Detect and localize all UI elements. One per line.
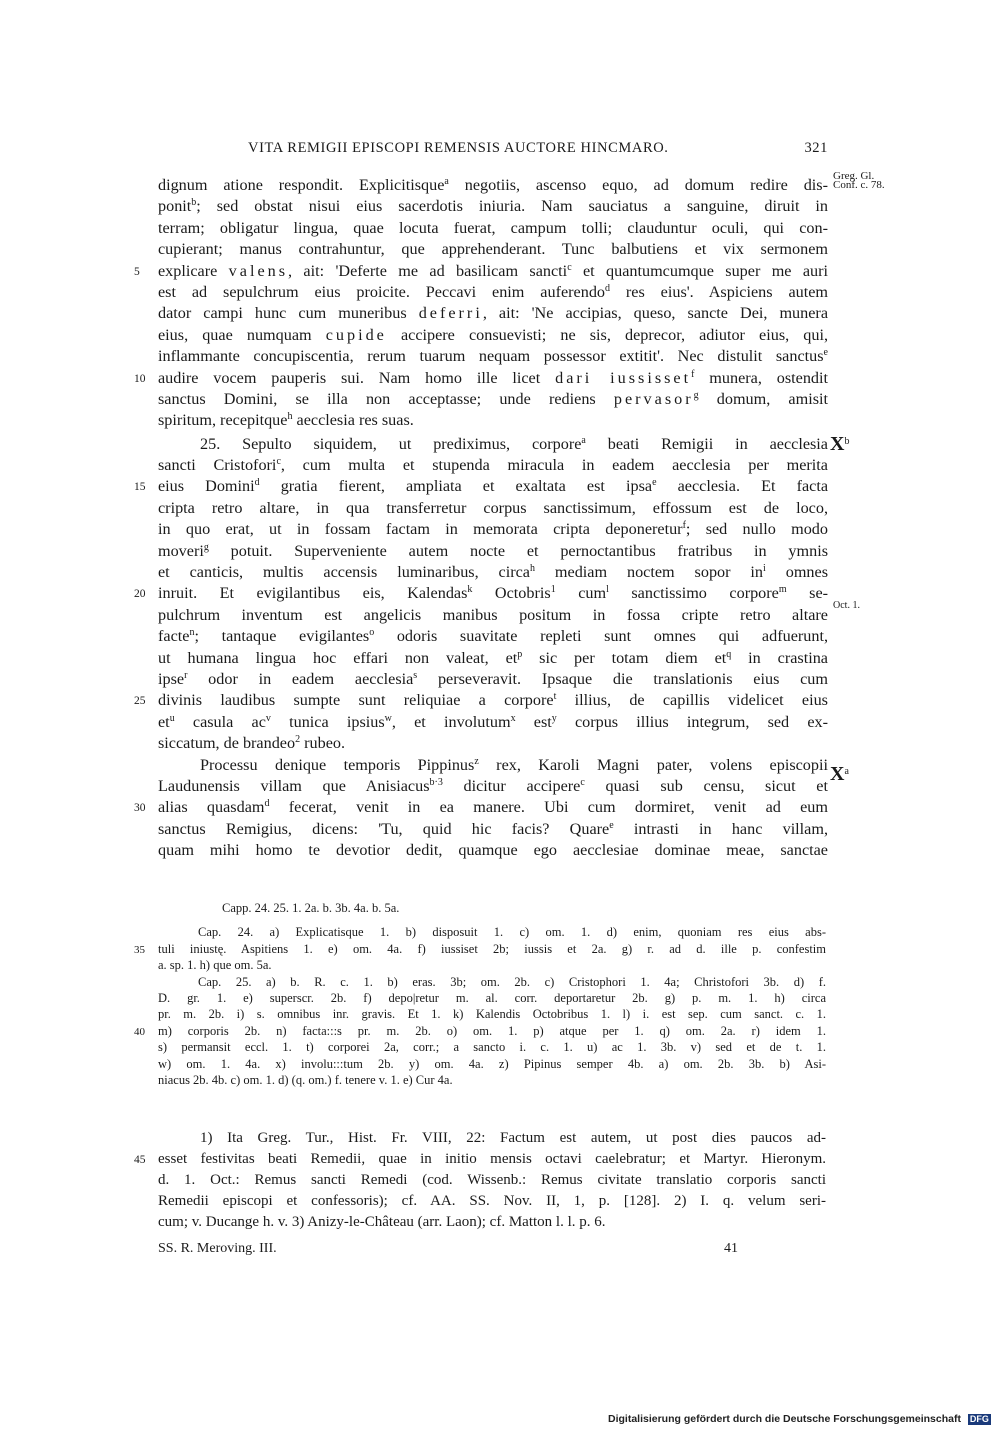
text-line: cripta retro altare, in qua transferretur corpus sanctissimum, effossum est de loco,: [158, 498, 828, 517]
footnote-marker: c: [567, 261, 572, 273]
text-line: [158, 410, 828, 431]
footnote-marker: r: [184, 669, 188, 681]
text: rubeo.: [300, 734, 346, 753]
footnote-marker: e: [652, 477, 657, 489]
line-number: 20: [134, 588, 146, 601]
text: ; tantaque evigilantes: [194, 627, 370, 646]
text: ut humana lingua hoc effari non valeat, et: [158, 648, 518, 667]
text: omnes: [765, 563, 828, 582]
text: spiritum, recepitque: [158, 411, 288, 430]
text: munera, ostendit: [694, 368, 829, 387]
footnote-marker: f: [691, 368, 695, 380]
text: negotiis, ascenso equo, ad domum redire dis-: [448, 176, 828, 194]
line-number: 10: [134, 372, 146, 385]
footnote-marker: x: [510, 712, 516, 724]
text: Processu denique temporis Pippinus: [200, 755, 475, 774]
footnote-marker: c: [580, 776, 585, 788]
text: beati Remigii in aecclesia: [585, 434, 828, 453]
text-line: [158, 541, 828, 562]
apparatus-line: [134, 1023, 826, 1039]
apparatus-line: [134, 941, 826, 957]
footnote-marker: 1: [550, 584, 556, 596]
text: perseveravit. Ipsaque die translationis eius cum: [417, 669, 828, 688]
text: eius, quae numquam: [158, 325, 326, 344]
text: gratia fierent, ampliata et exaltata est ipsa: [259, 477, 653, 496]
spaced-text: deferri: [418, 304, 483, 323]
text: casula ac: [174, 712, 266, 731]
footnote-marker: h: [530, 563, 535, 575]
text: rex, Karoli Magni pater, volens episcopii: [478, 755, 828, 774]
text: est ad sepulchrum eius proicite. Peccavi enim auferendo: [158, 282, 606, 301]
apparatus-line: pr. m. 2b. i) s. omnibus inr. gravis. Et 1. k) Kalendis Octobribus 1. l) i. est sep. cum sanct. c. 1.: [158, 1007, 826, 1022]
text-line: [158, 776, 828, 797]
text: , ait: 'Deferte me ad basilicam sancti: [288, 261, 568, 280]
text: dicitur accipere: [442, 776, 581, 795]
text: tunica ipsius: [270, 712, 385, 731]
text: moveri: [158, 541, 204, 560]
margin-note-greg-line1: Greg. Gl.: [833, 170, 875, 182]
apparatus-line: w) om. 1. 4a. x) involu:::tum 2b. y) om. 4a. z) Pipinus semper 4b. a) om. 2b. 3b. b) Asi-: [158, 1056, 826, 1071]
apparatus-line: Cap. 25. a) b. R. c. 1. b) eras. 3b; om. 2b. c) Cristophori 1. 4a; Christofori 3b. d) f.: [198, 974, 826, 989]
text: ; sed obstat nisui eius sacerdotis iniuria. Nam sauciatus a sanguine, diruit in: [196, 197, 828, 216]
line-number: 15: [134, 481, 146, 494]
text: sanctus Remigius, dicens: 'Tu, quid hic facis? Quare: [158, 819, 610, 838]
text-line: [134, 583, 829, 604]
line-number: 40: [134, 1025, 145, 1038]
text: m) corporis 2b. n) facta:::s pr. m. 2b. o) om. 1. p) atque per 1. q) om. 2a. r) idem 1.: [158, 1023, 826, 1038]
text: facte: [158, 627, 190, 646]
text: 25. Sepulto siquidem, ut prediximus, corpore: [200, 434, 582, 453]
footnote-marker: d: [264, 798, 270, 810]
text: et: [158, 712, 170, 731]
spaced-text: dari iussisset: [555, 368, 692, 387]
apparatus-manuscripts: Capp. 24. 25. 1. 2a. b. 3b. 4a. b. 5a.: [222, 901, 400, 915]
text-line: [134, 797, 828, 818]
footnote-marker: w: [384, 712, 392, 724]
text: res eius'. Aspiciens autem: [610, 282, 828, 301]
text: sic per totam diem et: [522, 648, 727, 667]
text: , ait: 'Ne accipias, queso, sancte Dei, munera: [482, 304, 828, 323]
footnote-marker: a: [581, 434, 586, 446]
series-signature: SS. R. Meroving. III.: [158, 1241, 277, 1256]
spaced-text: cupide: [325, 325, 387, 344]
text-line: [158, 519, 828, 540]
footnote-marker: p: [517, 648, 523, 660]
apparatus-line: D. gr. 1. e) superscr. 2b. f) depo|retur m. al. corr. deportaretur 2b. g) p. m. 1. h) circa: [158, 990, 826, 1005]
credit-text: Digitalisierung gefördert durch die Deutsche Forschungsgemeinschaft: [608, 1413, 961, 1425]
text: ipse: [158, 669, 185, 688]
footnote-marker: g: [693, 389, 699, 401]
text: accipere consuevisti; ne sis, deprecor, adiutor eius, qui,: [386, 325, 828, 344]
footnote-marker: i: [763, 563, 766, 575]
footnote-marker: n: [189, 627, 195, 639]
text: potuit. Superveniente autem nocte et pernoctantibus fratribus in ymnis: [208, 541, 828, 560]
text-line: [158, 733, 828, 754]
text: sancti Cristofori: [158, 456, 277, 475]
text: cum: [555, 584, 607, 603]
text: , cum multa et stupenda miracula in eadem aecclesia per merita: [280, 456, 828, 475]
note-line: cum; v. Ducange h. v. 3) Anizy-le-Château (arr. Laon); cf. Matton l. l. p. 6.: [158, 1214, 606, 1230]
main-text: [134, 175, 829, 862]
text-line: [158, 346, 828, 367]
text: illius, de capillis videlicet eius: [556, 691, 828, 710]
line-number: 25: [134, 695, 146, 708]
footnote-marker: l: [606, 584, 609, 596]
text: inruit. Et evigilantibus eis, Kalendas: [158, 584, 468, 603]
text: aecclesia. Et facta: [656, 477, 829, 496]
footnote-marker: y: [551, 712, 557, 724]
text: tuli iniustę. Aspitiens 1. e) om. 4a. f) iussiset 2b; iussis et 2a. g) r. ad d. ille p. confestim: [158, 941, 826, 956]
text-line: [158, 455, 828, 476]
footnote-marker: g: [203, 541, 209, 553]
text: explicare: [158, 261, 229, 280]
text: siccatum, de brandeo: [158, 734, 296, 753]
margin-siglum-xa: [830, 763, 849, 786]
text: esset festivitas beati Remedii, quae in initio mensis octavi caelebratur; et Martyr. Hieronym.: [158, 1151, 826, 1167]
running-title: VITA REMIGII EPISCOPI REMENSIS AUCTORE HINCMARO.: [248, 140, 669, 156]
text: in crastina: [731, 648, 828, 667]
note-line: 1) Ita Greg. Tur., Hist. Fr. VIII, 22: Factum est autem, ut post dies paucos ad-: [200, 1130, 826, 1146]
footnote-marker: 2: [295, 734, 301, 746]
digitization-credit: [608, 1413, 991, 1425]
text-line: [158, 175, 828, 196]
margin-note-greg: [833, 172, 885, 190]
text-line: [158, 389, 828, 410]
text: quasi sub censu, sicut et: [584, 776, 828, 795]
note-line: Remedii episcopi et confessoris); cf. AA. SS. Nov. II, 1, p. [128]. 2) I. q. velum seri-: [158, 1193, 826, 1209]
text: et canticis, multis accensis luminaribus, circa: [158, 563, 530, 582]
footnote-marker: b: [191, 197, 197, 209]
footnote-marker: z: [474, 755, 479, 767]
text: , et involutum: [391, 712, 511, 731]
text-line: [158, 303, 828, 324]
text-line: [158, 819, 828, 840]
line-number: 5: [134, 265, 140, 278]
note-line: [134, 1149, 826, 1170]
footnote-marker: o: [369, 627, 375, 639]
text: est: [515, 712, 552, 731]
footnote-marker: s: [413, 669, 418, 681]
text-line: [158, 562, 828, 583]
margin-note-oct: Oct. 1.: [833, 600, 860, 611]
text: Laudunensis villam que Anisiacus: [158, 776, 430, 795]
footnote-marker: m: [778, 584, 787, 596]
text-line: [158, 755, 828, 776]
text: dignum atione respondit. Explicitisque: [158, 176, 445, 194]
line-number: 35: [134, 943, 145, 956]
text: Octobris: [472, 584, 551, 603]
text-line: [158, 325, 828, 346]
text-line: cupierant; manus contrahuntur, que apprehenderant. Tunc balbutiens et vix sermonem: [158, 240, 828, 259]
footnote-marker: u: [169, 712, 175, 724]
apparatus-line: a. sp. 1. h) que om. 5a.: [158, 958, 272, 973]
text-line: [158, 712, 828, 733]
footnote-marker: f: [682, 520, 686, 532]
text-line: pulchrum inventum est angelicis manibus positum in fossa cripte retro altare: [158, 605, 828, 624]
footnote-marker: k: [467, 584, 473, 596]
apparatus-line: s) permansit eccl. 1. t) corporei 2a, corr.; a sancto i. c. 1. u) ac 1. 3b. v) sed et de t. 1.: [158, 1040, 826, 1055]
text: divinis laudibus sumpte sunt reliquiae a corpore: [158, 691, 554, 710]
text-line: [134, 368, 829, 389]
spaced-text: valens: [228, 261, 289, 280]
text: ponit: [158, 197, 192, 216]
note-line: d. 1. Oct.: Remus sancti Remedi (cod. Wissenb.: Remus civitate translatio corporis sancti: [158, 1172, 826, 1188]
text: sanctus Domini, se illa non acceptasse; unde rediens: [158, 389, 614, 408]
page-number: 321: [804, 140, 828, 156]
margin-siglum-xb: [830, 433, 849, 456]
text-line: quam mihi homo te devotior dedit, quamque ego aecclesiae dominae meae, sanctae: [158, 841, 828, 860]
text-line: [134, 261, 829, 282]
text-line: [134, 476, 829, 497]
text-line: [158, 626, 828, 647]
siglum-letter: X: [830, 763, 845, 785]
sheet-number: 41: [724, 1241, 738, 1256]
text-line: [158, 282, 828, 303]
critical-apparatus: [134, 900, 826, 1088]
text: ; sed nullo modo: [685, 520, 828, 539]
spaced-text: pervasor: [613, 389, 694, 408]
text: audire vocem pauperis sui. Nam homo ille licet: [158, 368, 556, 387]
footnote-marker: t: [553, 691, 557, 703]
text: et quantumcumque super me auri: [571, 261, 829, 280]
text: alias quasdam: [158, 798, 265, 817]
footnote-marker: b·3: [429, 776, 443, 788]
text-line: [158, 648, 828, 669]
text-line: [134, 690, 828, 711]
text: mediam noctem sopor in: [535, 563, 764, 582]
footnote-marker: q: [726, 648, 732, 660]
line-number: 30: [134, 802, 146, 815]
text: corpus illius integrum, sed ex-: [556, 712, 829, 731]
footnote-marker: h: [287, 411, 293, 423]
text: se-: [786, 584, 829, 603]
text-line: [158, 669, 828, 690]
siglum-sup: b: [844, 436, 850, 447]
text: sanctissimo corpore: [608, 584, 779, 603]
apparatus-line: niacus 2b. 4b. c) om. 1. d) (q. om.) f. tenere v. 1. e) Cur 4a.: [158, 1072, 453, 1087]
footnote-marker: c: [276, 456, 281, 468]
text: inflammante concupiscentia, rerum tuarum nequam possessor: [158, 347, 620, 366]
line-number: 45: [134, 1154, 146, 1166]
text: aecclesia res suas.: [292, 411, 414, 430]
footnote-marker: e: [609, 819, 614, 831]
text: in quo erat, ut in fossam factam in memorata cripta deponeretur: [158, 520, 683, 539]
siglum-letter: X: [830, 433, 845, 455]
text-line: [158, 434, 828, 455]
footnote-marker: d: [254, 477, 260, 489]
siglum-sup: a: [844, 766, 849, 777]
footnote-marker: d: [605, 282, 611, 294]
margin-note-greg-line2: Conf. c. 78.: [833, 179, 885, 191]
dfg-logo-icon: DFG: [969, 1414, 989, 1424]
footnote-marker: a: [444, 176, 449, 187]
text: fecerat, venit in ea manere. Ubi cum dormiret, venit ad eum: [269, 798, 828, 817]
text: odor in eadem aecclesia: [187, 669, 414, 688]
apparatus-line: Cap. 24. a) Explicatisque 1. b) disposuit 1. c) om. 1. d) enim, quoniam res eius abs-: [198, 925, 826, 940]
text: eius Domini: [158, 477, 255, 496]
text: domum, amisit: [698, 389, 828, 408]
footnote-marker: v: [265, 712, 271, 724]
text: intrasti in hanc villam,: [613, 819, 829, 838]
editorial-notes: [134, 1128, 826, 1233]
text: '. Nec distulit sanctus: [657, 347, 824, 366]
text: dator campi hunc cum muneribus: [158, 304, 419, 323]
text-line: [158, 196, 828, 217]
text-line: terram; obligatur lingua, quae locuta fuerat, campum tolli; clauduntur oculi, qui con-: [158, 218, 828, 237]
text: extitit: [619, 347, 658, 366]
footnote-marker: e: [823, 347, 828, 359]
text: odoris suavitate repleti sunt omnes qui adfuerunt,: [374, 627, 828, 646]
